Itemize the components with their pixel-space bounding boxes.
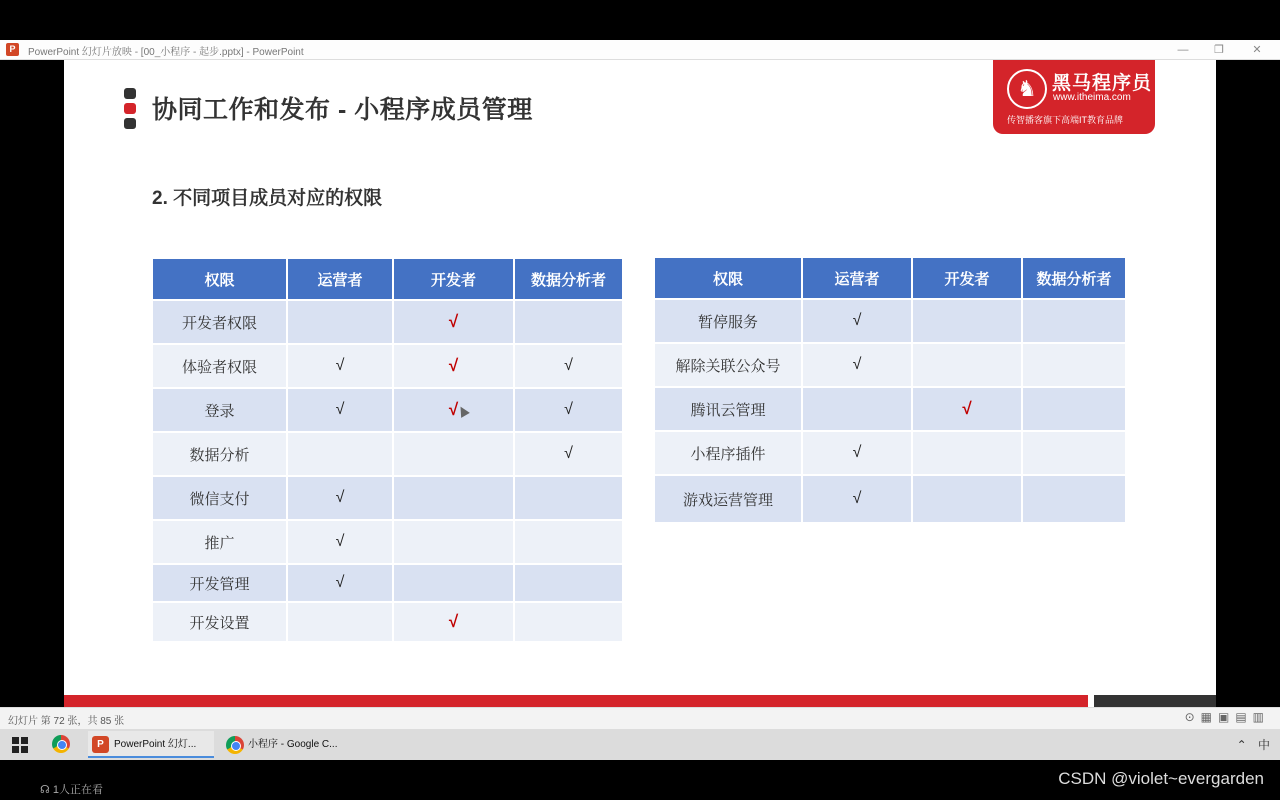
empty-cell <box>394 433 513 475</box>
taskbar-chrome[interactable] <box>222 731 348 758</box>
table-row <box>153 345 622 387</box>
empty-cell <box>1023 300 1125 342</box>
permission-name: 暂停服务 <box>655 300 801 342</box>
check-mark: √ <box>288 521 392 563</box>
table-header: 开发者 <box>394 259 513 299</box>
taskbar-powerpoint[interactable] <box>88 731 214 758</box>
slide-title: 协同工作和发布 - 小程序成员管理 <box>152 96 533 124</box>
empty-cell <box>1023 388 1125 430</box>
empty-cell <box>394 477 513 519</box>
permission-name: 数据分析 <box>153 433 286 475</box>
empty-cell <box>515 565 622 601</box>
check-mark: √ <box>288 477 392 519</box>
windows-start-icon[interactable] <box>12 737 28 753</box>
permission-name: 解除关联公众号 <box>655 344 801 386</box>
table-row <box>153 565 622 601</box>
logo-slogan: 传智播客旗下高端IT教育品牌 <box>1007 115 1123 125</box>
permissions-table-left <box>151 257 624 643</box>
watermark: CSDN @violet~evergarden <box>1058 769 1264 788</box>
chrome-icon <box>226 736 244 754</box>
title-bullet-icon <box>124 88 136 133</box>
table-row <box>153 433 622 475</box>
empty-cell <box>1023 344 1125 386</box>
permission-name: 开发者权限 <box>153 301 286 343</box>
check-mark: √ <box>803 344 911 386</box>
viewer-count: ☊ 1人正在看 <box>40 784 103 796</box>
check-mark: √ <box>394 389 513 431</box>
slide-subtitle: 2. 不同项目成员对应的权限 <box>152 188 383 209</box>
table-row <box>655 432 1125 474</box>
permissions-table-right <box>653 256 1127 524</box>
permission-name: 小程序插件 <box>655 432 801 474</box>
minimize-button[interactable]: — <box>1177 44 1189 56</box>
check-mark: √ <box>394 603 513 641</box>
table-row <box>655 476 1125 522</box>
check-mark: √ <box>913 388 1021 430</box>
empty-cell <box>394 521 513 563</box>
check-mark: √ <box>515 345 622 387</box>
table-row <box>655 344 1125 386</box>
empty-cell <box>515 521 622 563</box>
slide-counter: 幻灯片 第 72 张，共 85 张 <box>8 716 125 727</box>
system-tray[interactable] <box>1237 736 1270 753</box>
slide-footer-bar <box>64 695 1088 707</box>
permission-name: 推广 <box>153 521 286 563</box>
empty-cell <box>1023 432 1125 474</box>
table-row <box>153 301 622 343</box>
close-button[interactable]: ✕ <box>1252 44 1262 56</box>
check-mark: √ <box>394 345 513 387</box>
check-mark: √ <box>803 432 911 474</box>
ime-indicator[interactable]: 中 <box>1257 738 1270 752</box>
chrome-pinned-icon[interactable] <box>52 735 72 755</box>
check-mark: √ <box>288 565 392 601</box>
table-header: 运营者 <box>288 259 392 299</box>
chevron-up-icon[interactable]: ⌃ <box>1236 738 1247 752</box>
stream-overlay <box>0 760 1280 800</box>
horse-logo-icon: ♞ <box>1007 69 1047 109</box>
empty-cell <box>288 301 392 343</box>
taskbar-item-label: 小程序 - Google C... <box>248 739 338 750</box>
check-mark: √ <box>288 389 392 431</box>
table-row <box>655 300 1125 342</box>
headphones-icon: ☊ <box>40 784 53 796</box>
permission-name: 游戏运营管理 <box>655 476 801 522</box>
check-mark: √ <box>288 345 392 387</box>
window-titlebar <box>0 40 1280 60</box>
permission-name: 登录 <box>153 389 286 431</box>
status-bar <box>0 707 1280 729</box>
empty-cell <box>1023 476 1125 522</box>
table-row <box>153 603 622 641</box>
empty-cell <box>288 433 392 475</box>
empty-cell <box>288 603 392 641</box>
check-mark: √ <box>803 300 911 342</box>
brand-logo <box>993 60 1155 134</box>
slide-footer-dark <box>1094 695 1216 707</box>
logo-brand: 黑马程序员 <box>1052 73 1153 94</box>
window-title: PowerPoint 幻灯片放映 - [00_小程序 - 起步.pptx] - PowerPoint <box>28 47 304 58</box>
table-row <box>153 389 622 431</box>
table-header: 运营者 <box>803 258 911 298</box>
empty-cell <box>913 476 1021 522</box>
empty-cell <box>515 603 622 641</box>
empty-cell <box>913 344 1021 386</box>
taskbar-item-label: PowerPoint 幻灯... <box>114 739 197 750</box>
table-row <box>655 388 1125 430</box>
empty-cell <box>803 388 911 430</box>
check-mark: √ <box>515 433 622 475</box>
empty-cell <box>515 477 622 519</box>
powerpoint-icon: P <box>92 736 109 753</box>
restore-button[interactable]: ❐ <box>1214 44 1224 56</box>
table-row <box>153 521 622 563</box>
table-header: 开发者 <box>913 258 1021 298</box>
table-header: 数据分析者 <box>515 259 622 299</box>
empty-cell <box>913 300 1021 342</box>
permission-name: 开发管理 <box>153 565 286 601</box>
table-header: 权限 <box>655 258 801 298</box>
check-mark: √ <box>803 476 911 522</box>
permission-name: 腾讯云管理 <box>655 388 801 430</box>
empty-cell <box>394 565 513 601</box>
empty-cell <box>913 432 1021 474</box>
permission-name: 微信支付 <box>153 477 286 519</box>
check-mark: √ <box>394 301 513 343</box>
empty-cell <box>515 301 622 343</box>
logo-url: www.itheima.com <box>1053 92 1131 103</box>
check-mark: √ <box>515 389 622 431</box>
table-header: 权限 <box>153 259 286 299</box>
table-header: 数据分析者 <box>1023 258 1125 298</box>
taskbar <box>0 729 1280 760</box>
permission-name: 体验者权限 <box>153 345 286 387</box>
powerpoint-icon: P <box>6 43 19 56</box>
table-row <box>153 477 622 519</box>
view-controls[interactable]: ⊙▦▣▤▥ <box>1184 710 1270 724</box>
slide[interactable] <box>64 60 1216 707</box>
permission-name: 开发设置 <box>153 603 286 641</box>
